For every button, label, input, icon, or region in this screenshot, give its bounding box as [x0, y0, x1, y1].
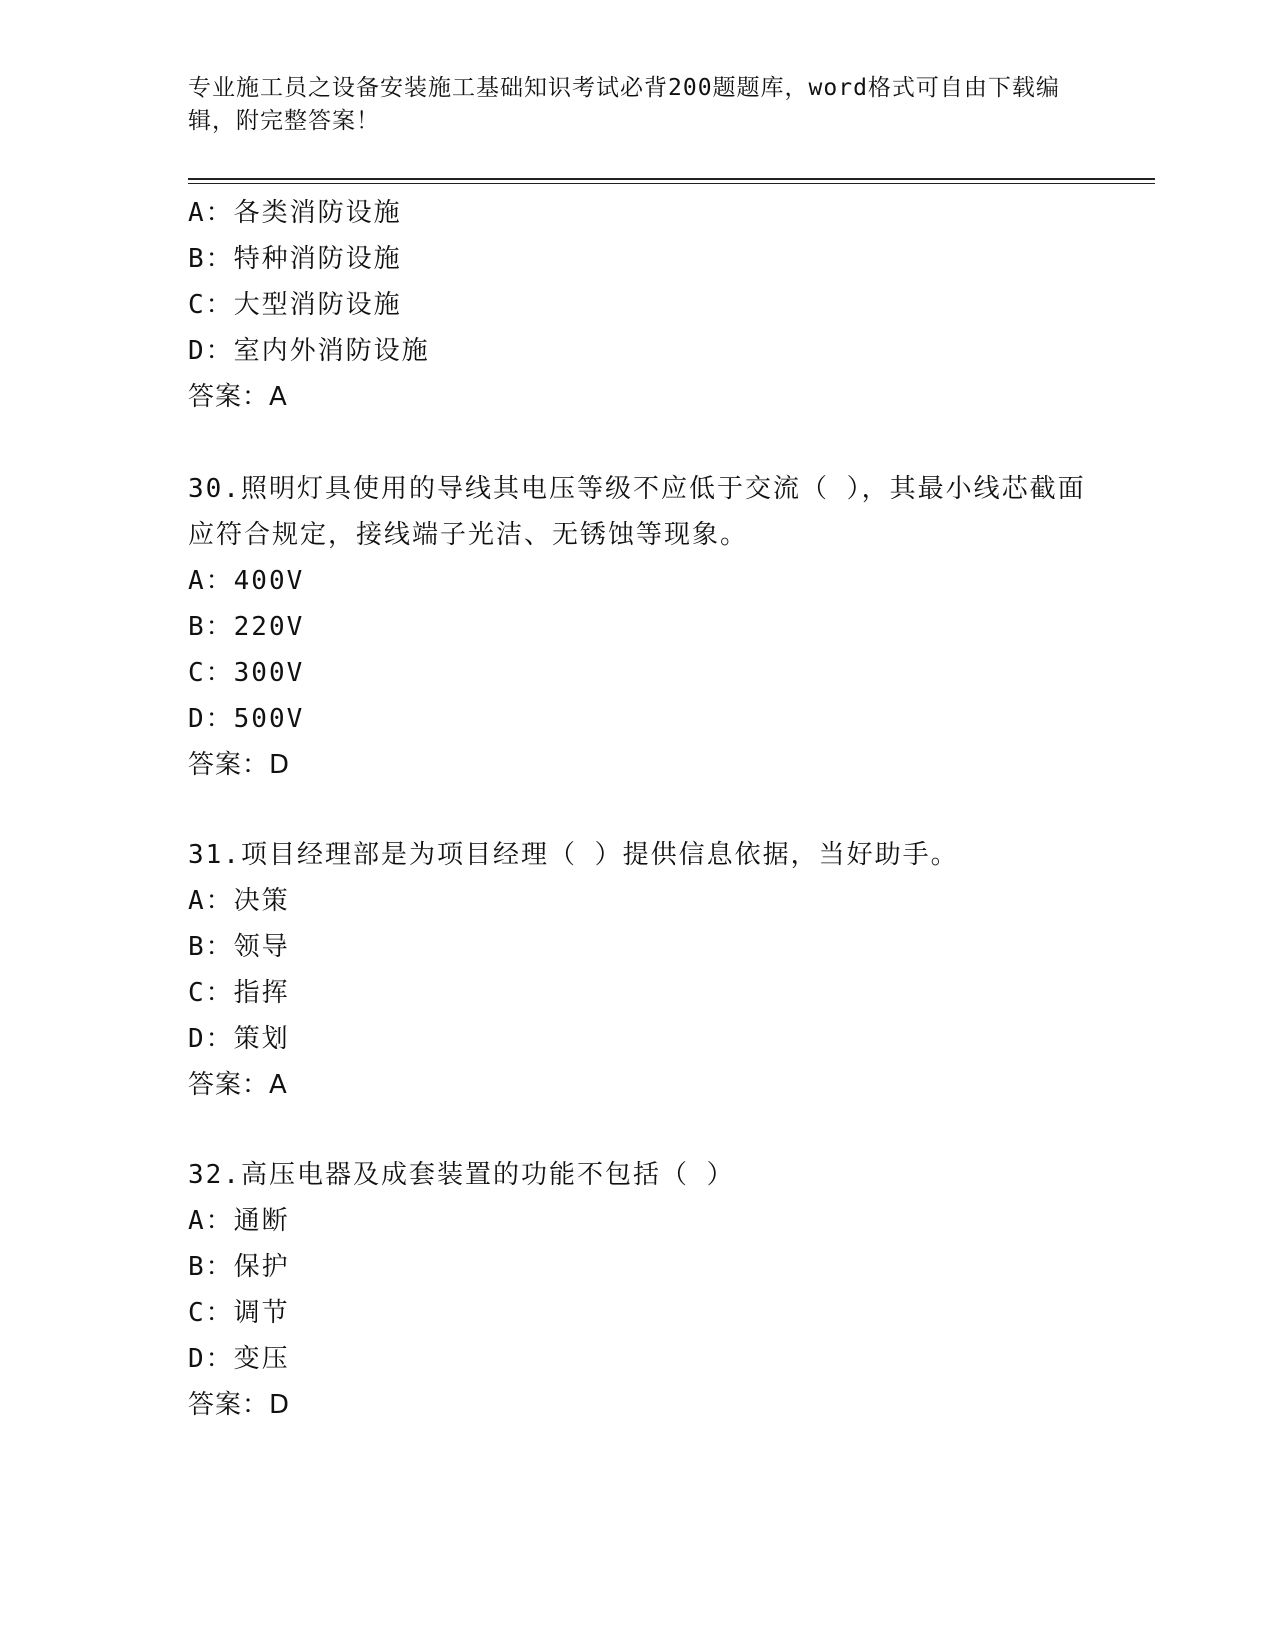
question-stem: 31.项目经理部是为项目经理（ ）提供信息依据，当好助手。 [188, 840, 959, 870]
spacer [188, 788, 1108, 832]
option-b: B：220V [188, 612, 305, 642]
option-c: C：300V [188, 658, 305, 688]
option-a: A：通断 [188, 1206, 290, 1236]
option-c: C：大型消防设施 [188, 290, 402, 320]
option-a: A：决策 [188, 886, 290, 916]
spacer [188, 420, 1108, 466]
option-d: D：500V [188, 704, 305, 734]
option-a: A：400V [188, 566, 305, 596]
question-stem: 32.高压电器及成套装置的功能不包括（ ） [188, 1160, 735, 1190]
option-d: D：策划 [188, 1024, 290, 1054]
option-b: B：领导 [188, 932, 290, 962]
question-block-31 [188, 832, 1108, 1108]
question-list [188, 190, 1108, 1428]
answer-line: 答案：D [188, 1390, 291, 1420]
option-d: D：变压 [188, 1344, 290, 1374]
header-divider-secondary [188, 183, 1155, 184]
page-header [188, 72, 1088, 138]
question-block-32 [188, 1152, 1108, 1428]
option-b: B：特种消防设施 [188, 244, 402, 274]
answer-line: 答案：A [188, 1070, 288, 1100]
question-stem: 30.照明灯具使用的导线其电压等级不应低于交流（ ），其最小线芯截面应符合规定，接线端子光洁、无锈蚀等现象。 [188, 474, 1086, 550]
document-title: 专业施工员之设备安装施工基础知识考试必背200题题库，word格式可自由下载编辑，附完整答案！ [188, 75, 1060, 134]
option-a: A：各类消防设施 [188, 198, 402, 228]
header-divider [188, 178, 1155, 180]
option-d: D：室内外消防设施 [188, 336, 430, 366]
question-block-prev [188, 190, 1108, 420]
option-b: B：保护 [188, 1252, 290, 1282]
spacer [188, 1108, 1108, 1152]
answer-line: 答案：D [188, 750, 291, 780]
option-c: C：指挥 [188, 978, 290, 1008]
answer-line: 答案：A [188, 382, 288, 412]
question-block-30 [188, 466, 1108, 788]
option-c: C：调节 [188, 1298, 290, 1328]
